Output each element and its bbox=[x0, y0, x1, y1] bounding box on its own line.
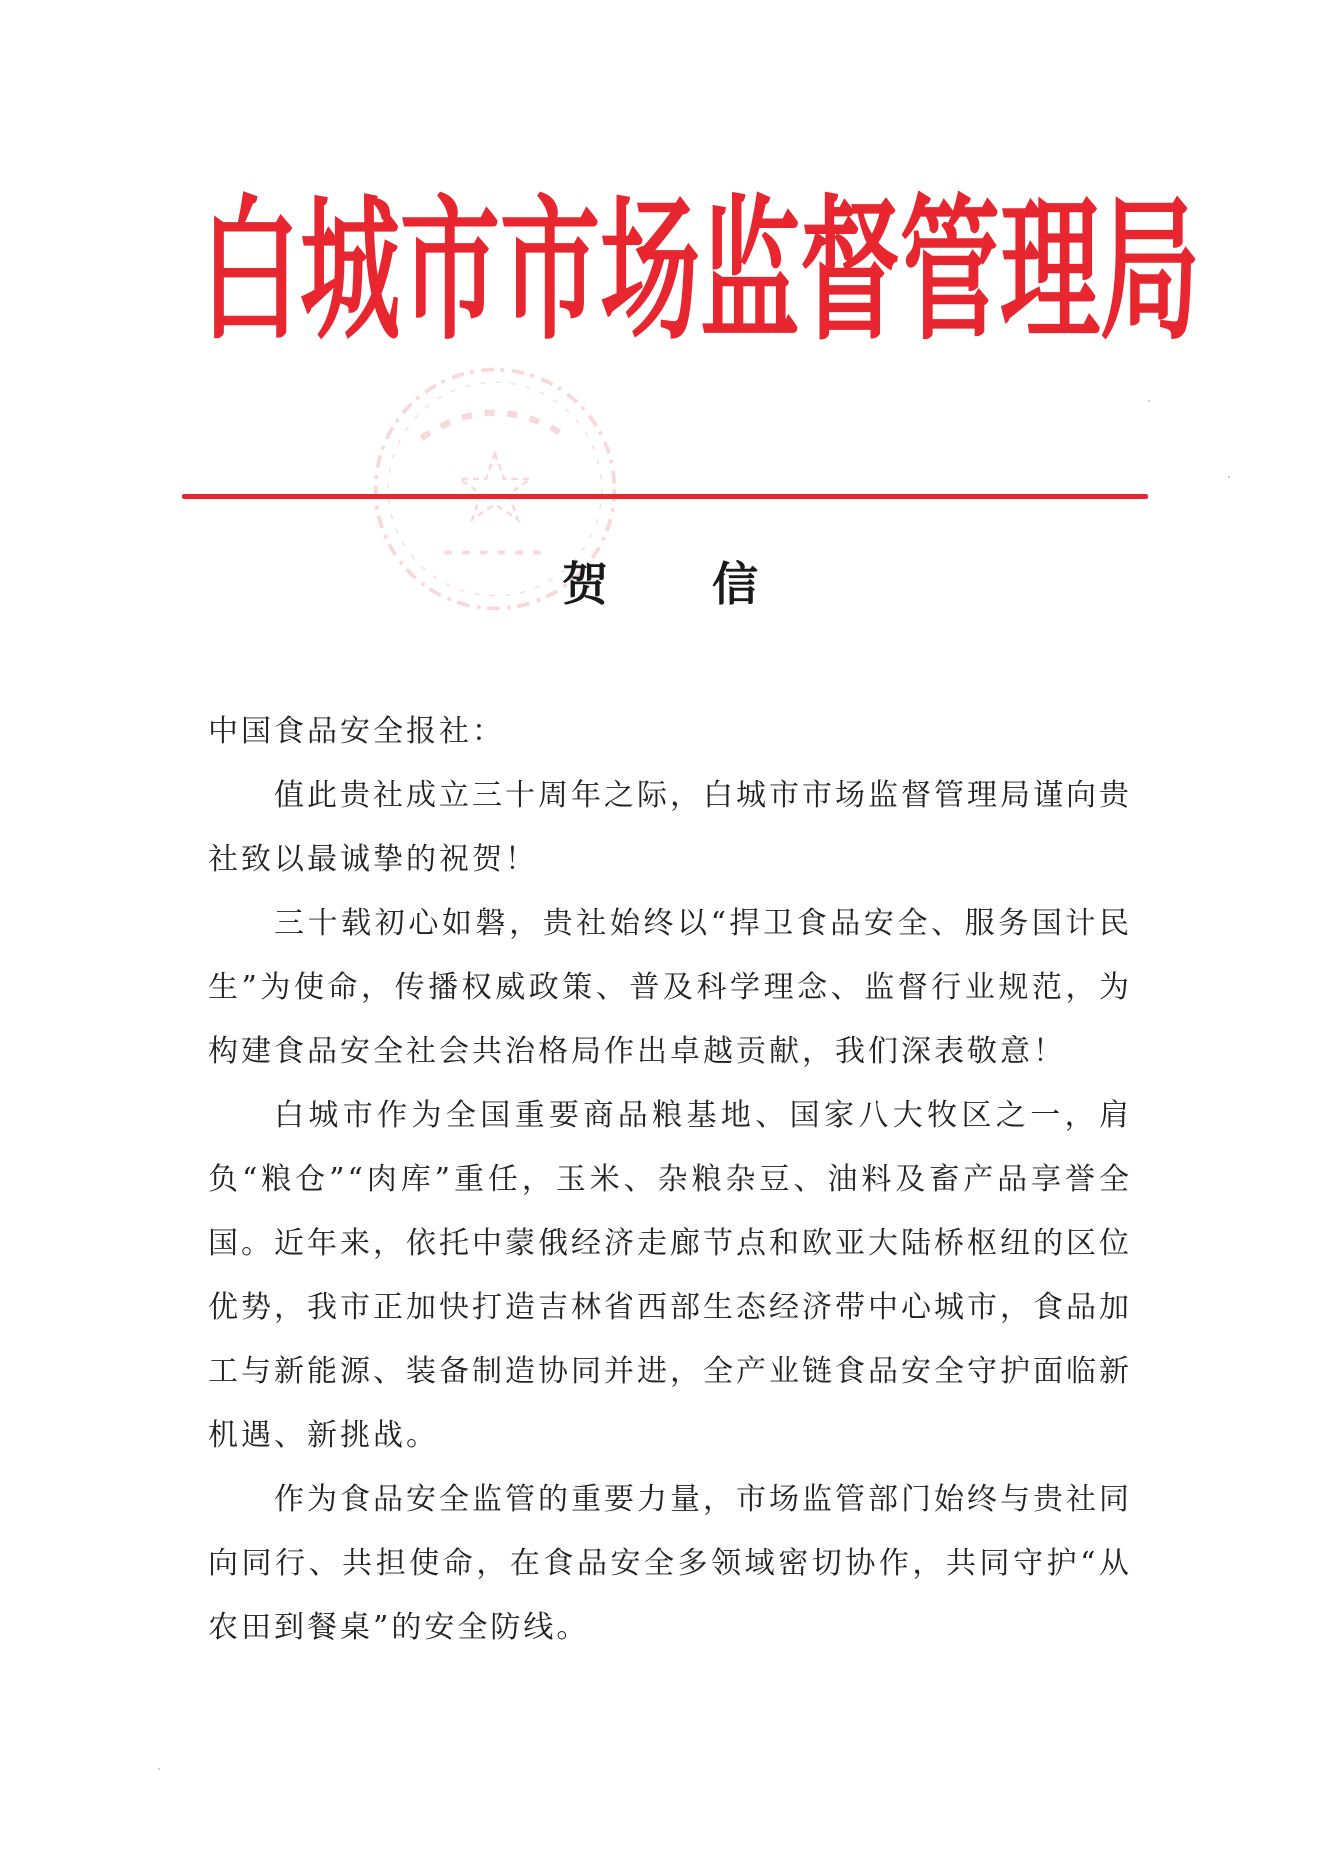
paragraph-3: 白城市作为全国重要商品粮基地、国家八大牧区之一，肩负“粮仓”“肉库”重任，玉米、杂粮杂豆、油料及畜产品享誉全国。近年来，依托中蒙俄经济走廊节点和欧亚大陆桥枢纽的区位优势，我市正加快打造吉林省西部生态经济带中心城市，食品加工与新能源、装备制造协同并进，全产业链食品安全守护面临新机遇、新挑战。 bbox=[208, 1098, 1132, 1453]
paragraph-1: 值此贵社成立三十周年之际，白城市市场监督管理局谨向贵社致以最诚挚的祝贺！ bbox=[208, 778, 1132, 877]
paragraph-4: 作为食品安全监管的重要力量，市场监管部门始终与贵社同向同行、共担使命，在食品安全多领域密切协作，共同守护“从农田到餐桌”的安全防线。 bbox=[208, 1482, 1132, 1645]
salutation: 中国食品安全报社： bbox=[208, 714, 505, 749]
scan-speck bbox=[1228, 476, 1230, 478]
paragraph-2: 三十载初心如磐，贵社始终以“捍卫食品安全、服务国计民生”为使命，传播权威政策、普及科学理念、监督行业规范，为构建食品安全社会共治格局作出卓越贡献，我们深表敬意！ bbox=[208, 906, 1132, 1069]
red-divider-line bbox=[182, 494, 1148, 499]
scan-speck bbox=[158, 1768, 160, 1770]
scan-speck bbox=[1148, 400, 1150, 402]
document-title: 贺 信 bbox=[561, 557, 802, 611]
letterhead-org-name: 白城市市场监督管理局 bbox=[200, 178, 1200, 362]
letter-body bbox=[208, 700, 1132, 1660]
